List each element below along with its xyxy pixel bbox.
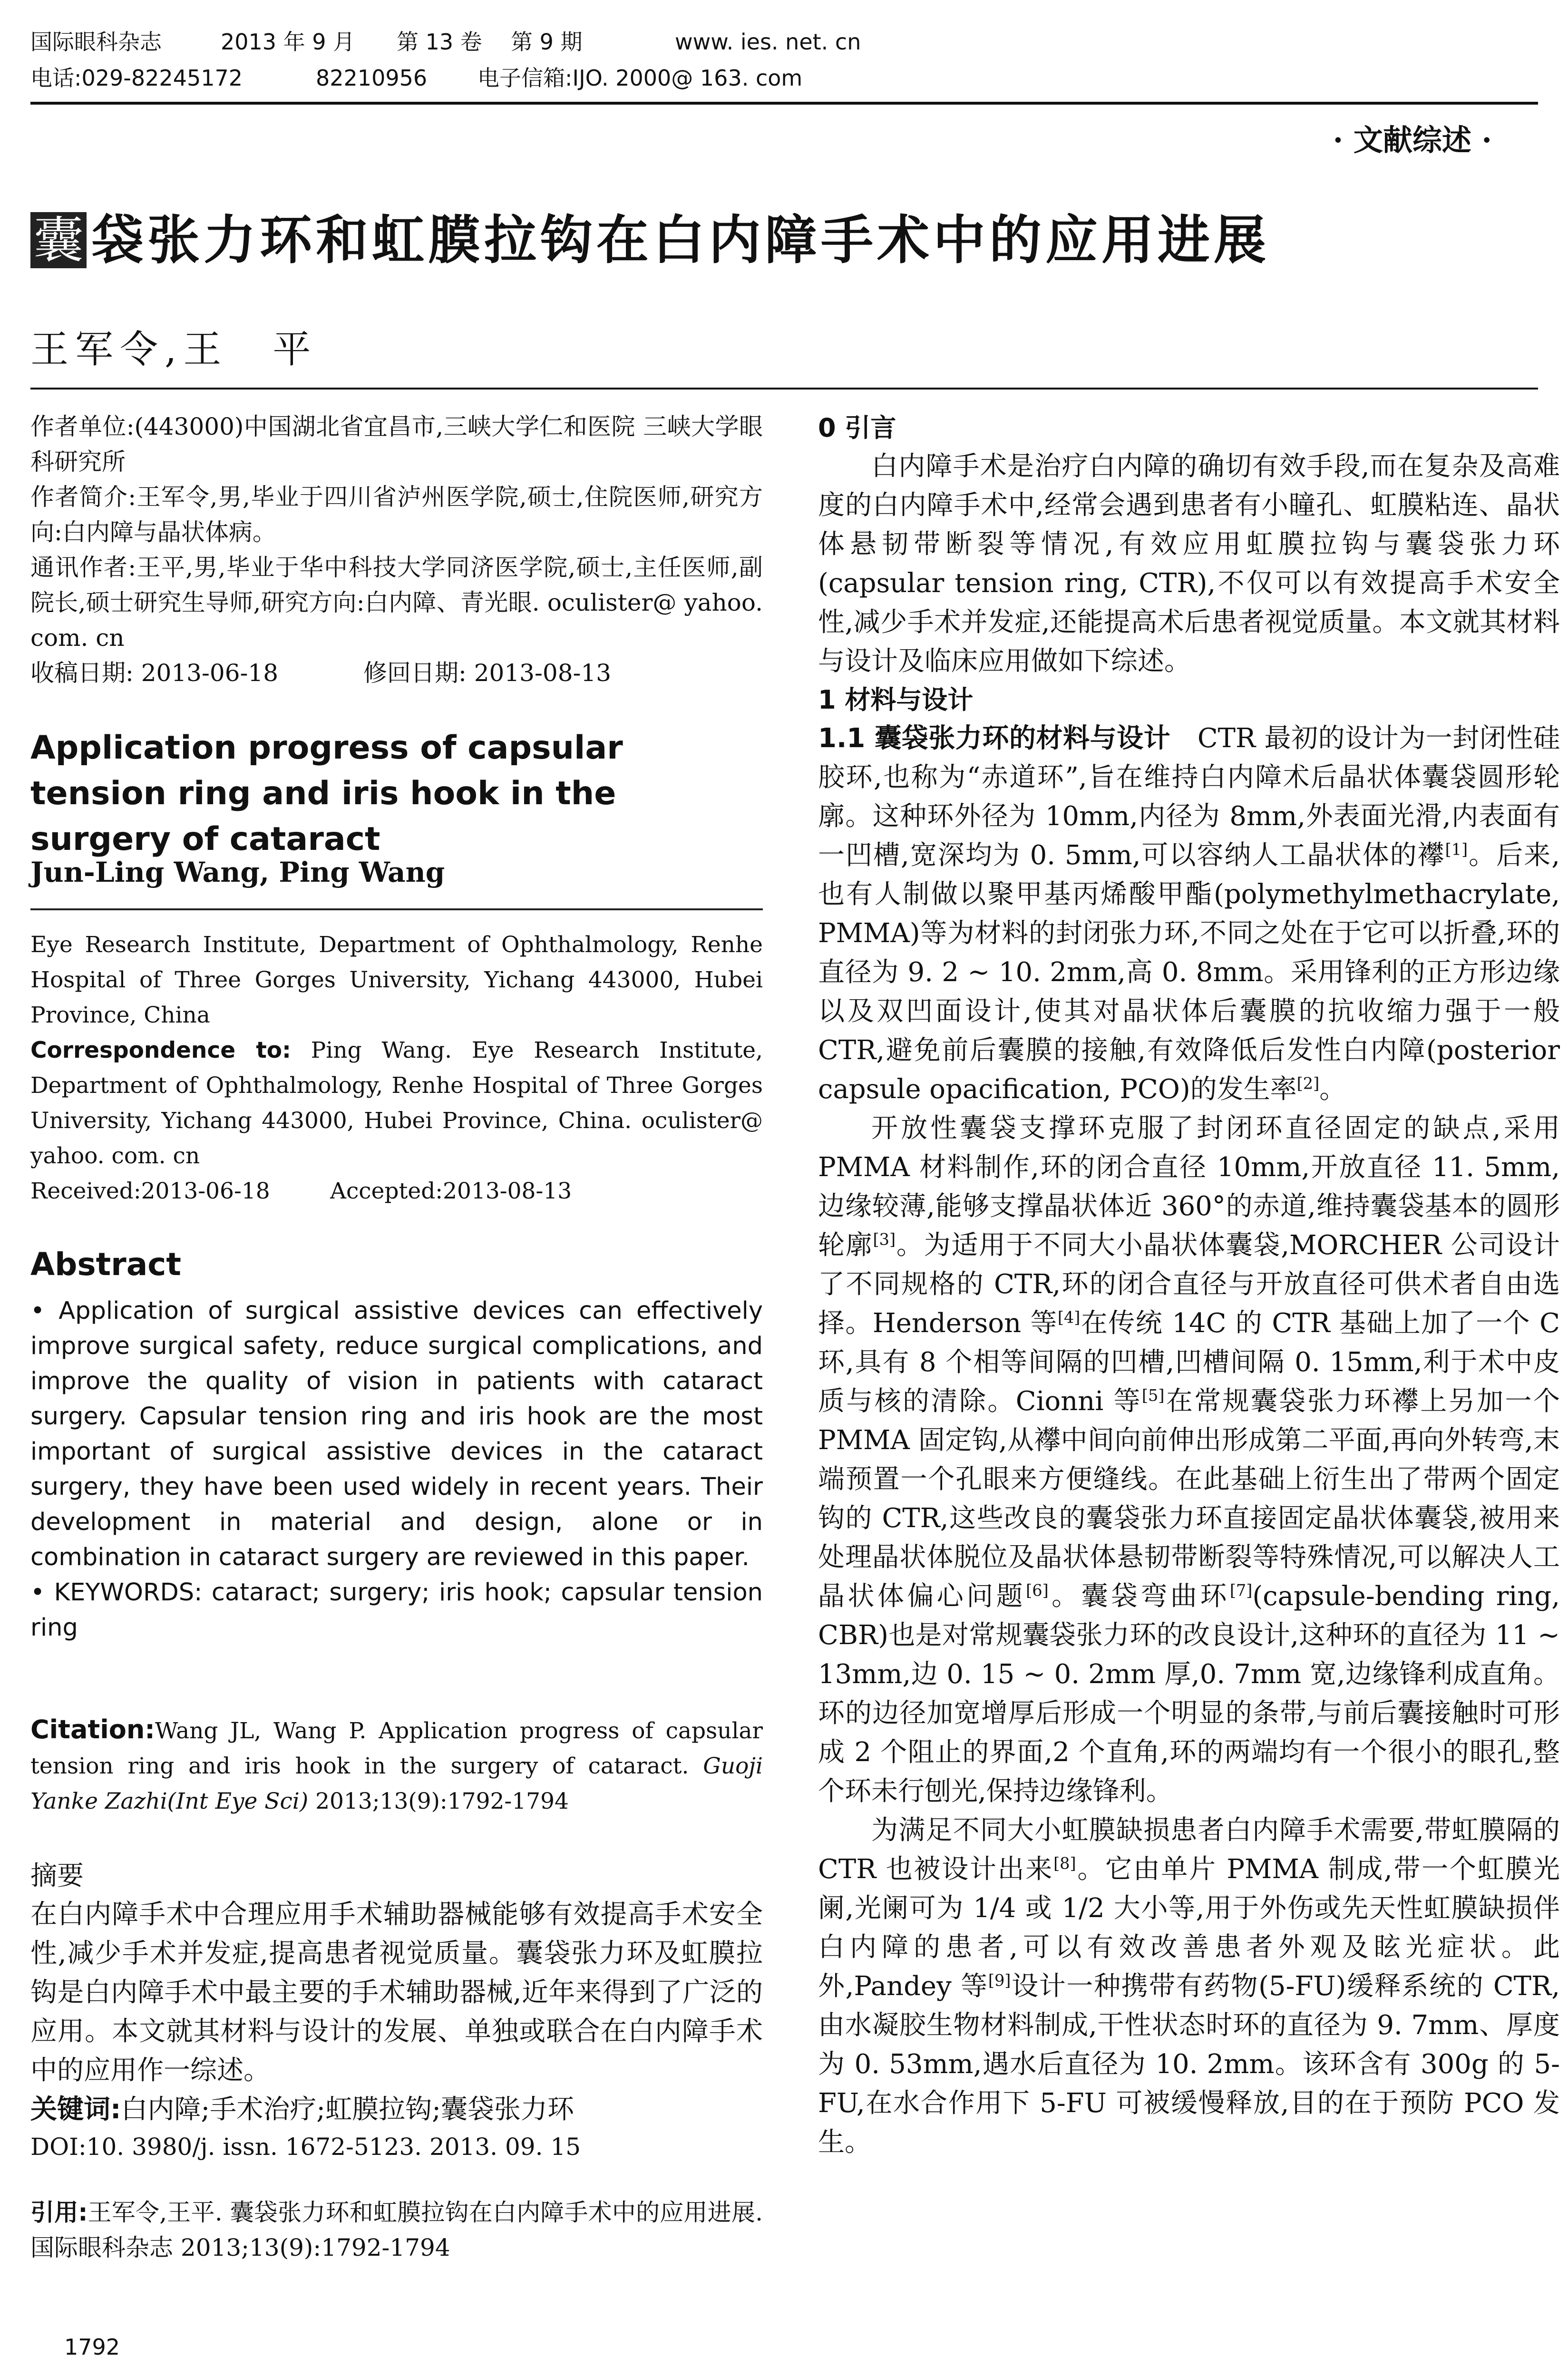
paragraph-2 [818,1109,1560,1811]
citation-text: Wang JL, Wang P. Application progress of capsular tension ring and iris hook in the surgery of cataract. [30,1718,763,1779]
authors-chinese: 王军令,王 平 [30,327,318,371]
received-en: Received:2013-06-18 [30,1178,270,1204]
ref-1[interactable]: [1] [1445,840,1468,859]
accepted-en: Accepted:2013-08-13 [330,1178,572,1204]
citation-en [30,1712,763,1819]
chinese-citation [30,2195,763,2265]
issue: 第 9 期 [511,29,583,55]
chinese-abstract-text: 在白内障手术中合理应用手术辅助器械能够有效提高手术安全性,减少手术并发症,提高患者视觉质量。囊袋张力环及虹膜拉钩是白内障手术中最主要的手术辅助器械,近年来得到了广泛的应用。本文就其材料与设计的发展、单独或联合在白内障手术中的应用作一综述。 [30,1899,763,2086]
chinese-keywords-text: 白内障;手术治疗;虹膜拉钩;囊袋张力环 [121,2094,575,2125]
chinese-citation-text: 王军令,王平. 囊袋张力环和虹膜拉钩在白内障手术中的应用进展. 国际眼科杂志 2013;13(9):1792-1794 [30,2199,763,2261]
p2-text-d: 在常规囊袋张力环襻上另加一个 PMMA 固定钩,从襻中间向前伸出形成第二平面,再向外转弯,末端预置一个孔眼来方便缝线。在此基础上衍生出了带两个固定钩的 CTR,这些改良的囊袋张力环直接固定晶状体囊袋,被用来处理晶状体脱位及晶状体悬韧带断裂等特殊情况,可以解决人工晶状体偏心问题 [818,1386,1560,1612]
article-title: 袋张力环和虹膜拉钩在白内障手术中的应用进展 [91,210,1270,271]
abstract-body [30,1294,763,1646]
correspondence-text: Ping Wang. Eye Research Institute, Department of Ophthalmology, Renhe Hospital of Three Gorges University, Yichang 443000, Hubei Province, China. oculister@ yahoo. com. cn [30,1037,763,1169]
chinese-abstract-heading: 摘要 [30,1861,84,1891]
english-title: Application progress of capsular tension ring and iris hook in the surgery of cataract [30,729,623,858]
paragraph-1 [818,719,1560,1109]
citation-label: Citation: [30,1715,155,1744]
english-dates [30,1174,763,1209]
abstract-heading: Abstract [30,1246,181,1283]
revised-date: 修回日期: 2013-08-13 [363,659,612,687]
issue-date: 2013 年 9 月 [221,29,355,55]
abstract-text: • Application of surgical assistive devices can effectively improve surgical safety, reduce surgical complications, and improve the quality of vision in patients with cataract surgery. Capsular tension ring and iris hook are the most important of surgical assistive devices in the cataract surgery, they have been used widely in recent years. Their development in material and design, alone or in combination in cataract surgery are reviewed in this paper. [30,1297,763,1571]
english-authors: Jun-Ling Wang, Ping Wang [30,856,445,888]
p2-text-a: 开放性囊袋支撑环克服了封闭环直径固定的缺点,采用 PMMA 材料制作,环的闭合直径 10mm,开放直径 11. 5mm,边缘较薄,能够支撑晶状体近 360°的赤道,维持囊袋基本的圆形轮廓 [818,1113,1560,1261]
phone-2: 82210956 [316,65,428,91]
chinese-citation-label: 引用: [30,2199,88,2226]
english-affiliation: Eye Research Institute, Department of Ophthalmology, Renhe Hospital of Three Gorges University, Yichang 443000, Hubei Province, China [30,932,763,1028]
page-number: 1792 [64,2334,120,2360]
p3-text-a: 为满足不同大小虹膜缺损患者白内障手术需要,带虹膜隔的 CTR 也被设计出来 [818,1815,1560,1885]
body-column [818,409,1560,2162]
ref-3[interactable]: [3] [873,1230,896,1249]
correspondence [30,1033,763,1174]
author-bio: 作者简介:王军令,男,毕业于四川省泸州医学院,硕士,住院医师,研究方向:白内障与晶状体病。 [30,483,763,546]
dates [30,655,763,691]
chinese-keywords [30,2090,763,2129]
chinese-keywords-label: 关键词: [30,2094,121,2125]
section-label: · 文献综述 · [1333,123,1492,157]
chinese-abstract [30,1895,763,2164]
ref-5[interactable]: [5] [1141,1386,1165,1405]
email: 电子信箱:IJO. 2000@ 163. com [477,65,803,91]
paragraph-3 [818,1811,1560,2162]
doi: DOI:10. 3980/j. issn. 1672-5123. 2013. 09. 15 [30,2133,581,2161]
ref-8[interactable]: [8] [1053,1854,1076,1873]
p1-text-b: 。后来,也有人制做以聚甲基丙烯酸甲酯(polymethylmethacrylate, PMMA)等为材料的封闭张力环,不同之处在于它可以折叠,环的直径为 9. 2 ~ 10. 2mm,高 0. 8mm。采用锋利的正方形边缘以及双凹面设计,使其对晶状体后囊膜的抗收缩力强于一般 CTR,避免前后囊膜的接触,有效降低后发性白内障(posterior capsule opacification, PCO)的发生率 [818,840,1560,1105]
english-info [30,927,763,1209]
title-initial: 囊 [30,212,87,268]
website: www. ies. net. cn [675,29,861,55]
title-block [30,209,1538,271]
phone: 电话:029-82245172 [30,65,243,91]
ref-9[interactable]: [9] [988,1971,1011,1990]
p1-text-c: 。 [1319,1074,1346,1105]
journal-header [30,24,1538,96]
citation-tail: 2013;13(9):1792-1794 [315,1788,569,1814]
correspondence-label: Correspondence to: [30,1037,291,1063]
p3-text-c: 设计一种携带有药物(5-FU)缓释系统的 CTR,由水凝胶生物材料制成,干性状态时环的直径为 9. 7mm、厚度为 0. 53mm,遇水后直径为 10. 2mm。该环含有 300g 的 5-FU,在水合作用下 5-FU 可被缓慢释放,目的在于预防 PCO 发生。 [818,1971,1560,2158]
p2-text-b: 。为适用于不同大小晶状体囊袋,MORCHER 公司设计了不同规格的 CTR,环的闭合直径与开放直径可供术者自由选择。Henderson 等 [818,1230,1560,1339]
section-1-1-heading: 1.1 囊袋张力环的材料与设计 [818,723,1171,754]
p2-text-c: 在传统 14C 的 CTR 基础上加了一个 C 环,具有 8 个相等间隔的凹槽,凹槽间隔 0. 15mm,利于术中皮质与核的清除。Cionni 等 [818,1308,1560,1417]
intro-heading: 0 引言 [818,413,896,443]
ref-6[interactable]: [6] [1026,1581,1049,1600]
intro-paragraph: 白内障手术是治疗白内障的确切有效手段,而在复杂及高难度的白内障手术中,经常会遇到患者有小瞳孔、虹膜粘连、晶状体悬韧带断裂等情况,有效应用虹膜拉钩与囊袋张力环(capsular tension ring, CTR),不仅可以有效提高手术安全性,减少手术并发症,还能提高术后患者视觉质量。本文就其材料与设计及临床应用做如下综述。 [818,451,1560,677]
ref-7[interactable]: [7] [1229,1581,1253,1600]
english-rule [30,908,763,910]
citation-journal: Guoji Yanke Zazhi(Int Eye Sci) [30,1753,763,1814]
corresponding-author: 通讯作者:王平,男,毕业于华中科技大学同济医学院,硕士,主任医师,副院长,硕士研究生导师,研究方向:白内障、青光眼. oculister@ yahoo. com. cn [30,554,763,652]
journal-name: 国际眼科杂志 [30,29,162,55]
affiliation: 作者单位:(443000)中国湖北省宜昌市,三峡大学仁和医院 三峡大学眼科研究所 [30,413,763,476]
ref-4[interactable]: [4] [1057,1308,1081,1327]
section-1-heading: 1 材料与设计 [818,685,974,715]
author-info [30,409,763,691]
title-rule [30,388,1538,390]
p2-text-f: (capsule-bending ring, CBR)也是对常规囊袋张力环的改良设计,这种环的直径为 11 ~ 13mm,边 0. 15 ~ 0. 2mm 厚,0. 7mm 宽,边缘锋利成直角。环的边径加宽增厚后形成一个明显的条带,与前后囊接触时可形成 2 个阻止的界面,2 个直角,环的两端均有一个很小的眼孔,整个环未行刨光,保持边缘锋利。 [818,1581,1560,1807]
p3-text-b: 。它由单片 PMMA 制成,带一个虹膜光阑,光阑可为 1/4 或 1/2 大小等,用于外伤或先天性虹膜缺损伴白内障的患者,可以有效改善患者外观及眩光症状。此外,Pandey 等 [818,1854,1560,2002]
ref-2[interactable]: [2] [1296,1074,1320,1093]
p1-text-a: CTR 最初的设计为一封闭性硅胶环,也称为“赤道环”,旨在维持白内障术后晶状体囊袋圆形轮廓。这种环外径为 10mm,内径为 8mm,外表面光滑,内表面有一凹槽,宽深均为 0. 5mm,可以容纳人工晶状体的襻 [818,723,1560,871]
p2-text-e: 。囊袋弯曲环 [1048,1581,1230,1612]
keywords-en: • KEYWORDS: cataract; surgery; iris hook; capsular tension ring [30,1578,763,1642]
header-rule [30,102,1538,105]
volume: 第 13 卷 [397,29,482,55]
received-date: 收稿日期: 2013-06-18 [30,659,279,687]
